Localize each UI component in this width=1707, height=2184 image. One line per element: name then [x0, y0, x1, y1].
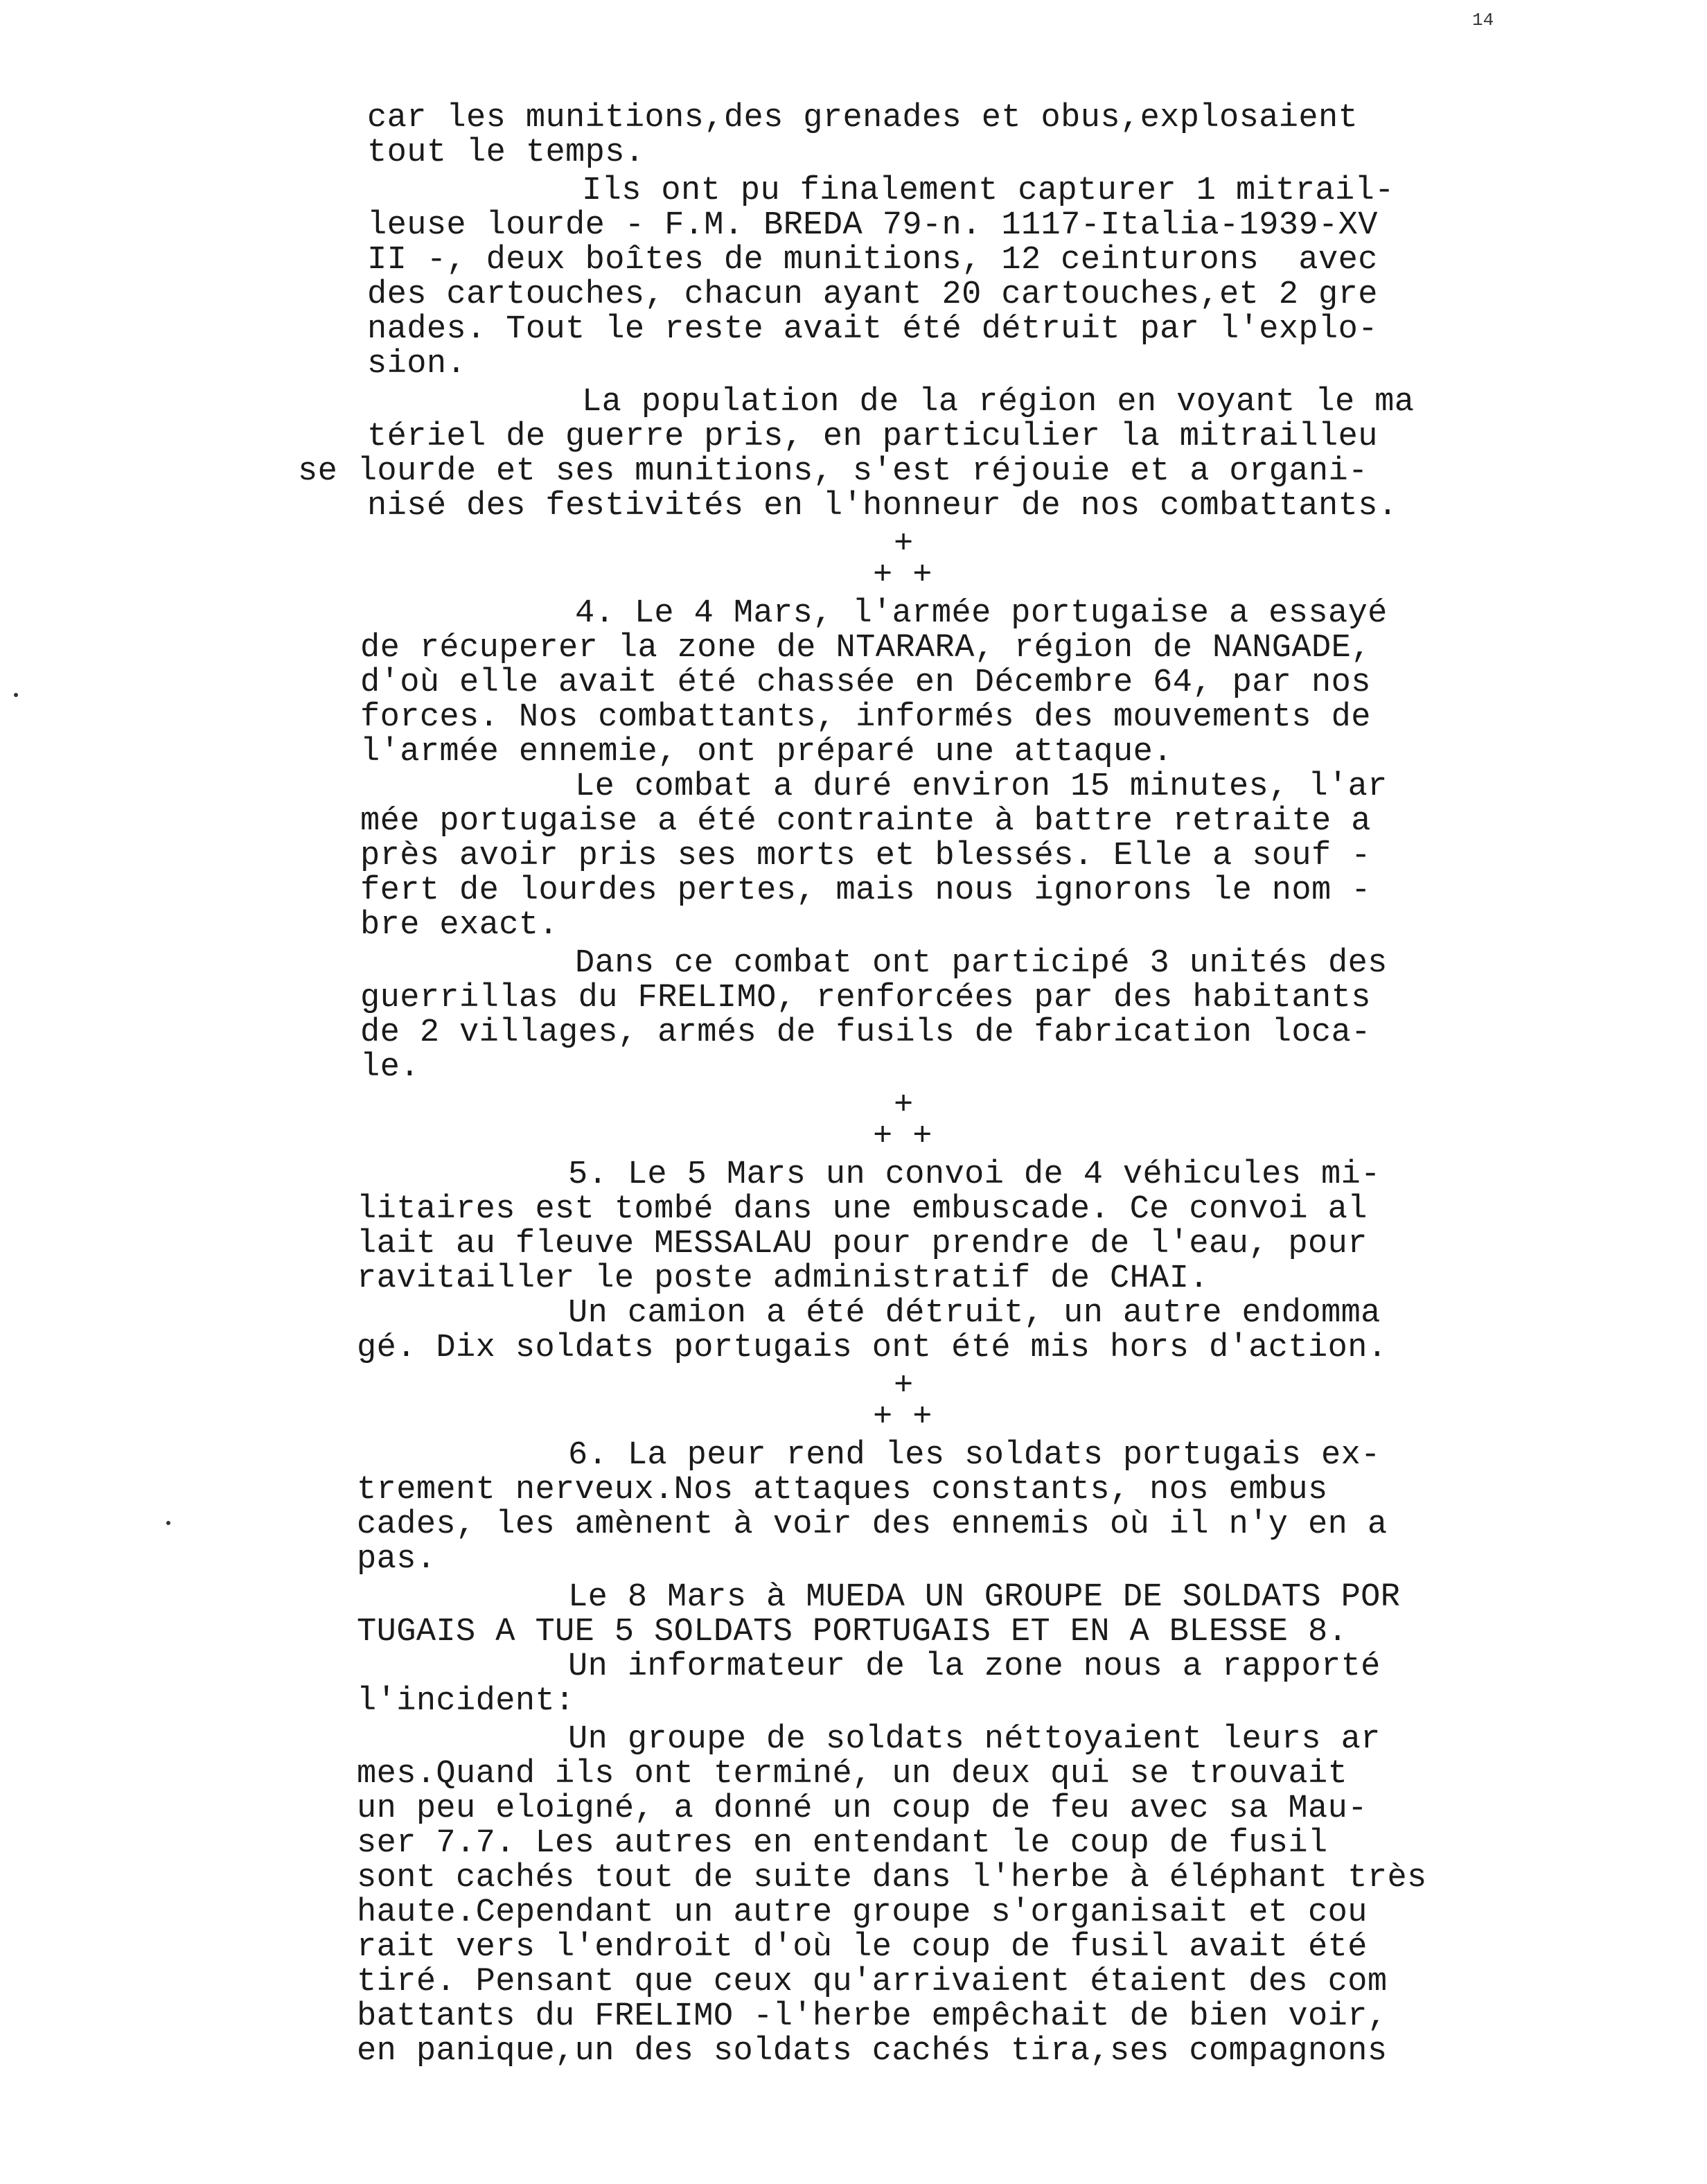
text-line: bre exact.: [360, 907, 559, 944]
text-line: Un camion a été détruit, un autre endomma: [568, 1295, 1381, 1332]
text-line: Dans ce combat ont participé 3 unités des: [575, 945, 1388, 982]
text-line: +: [894, 1087, 914, 1124]
text-line: trement nerveux.Nos attaques constants, nos embus: [357, 1472, 1328, 1508]
text-line: +: [894, 526, 914, 563]
text-line: de récuperer la zone de NTARARA, région de NANGADE,: [360, 630, 1371, 667]
text-line: Un informateur de la zone nous a rapporté: [568, 1648, 1381, 1685]
text-line: forces. Nos combattants, informés des mouvements de: [360, 699, 1371, 736]
text-line: mée portugaise a été contrainte à battre retraite a: [360, 803, 1371, 840]
text-line: l'armée ennemie, ont préparé une attaque.: [360, 734, 1173, 770]
text-line: car les munitions,des grenades et obus,explosaient: [367, 100, 1359, 136]
text-line: mes.Quand ils ont terminé, un deux qui se trouvait: [357, 1756, 1348, 1793]
text-line: +: [894, 1368, 914, 1404]
text-line: lait au fleuve MESSALAU pour prendre de l'eau, pour: [357, 1226, 1368, 1262]
text-line: 4. Le 4 Mars, l'armée portugaise a essayé: [575, 595, 1388, 632]
text-line: rait vers l'endroit d'où le coup de fusil avait été: [357, 1929, 1368, 1966]
text-line: en panique,un des soldats cachés tira,ses compagnons: [357, 2033, 1388, 2070]
text-line: l'incident:: [357, 1683, 575, 1720]
text-line: un peu eloigné, a donné un coup de feu avec sa Mau-: [357, 1790, 1368, 1827]
text-line: La population de la région en voyant le ma: [582, 384, 1415, 421]
text-line: TUGAIS A TUE 5 SOLDATS PORTUGAIS ET EN A BLESSE 8.: [357, 1614, 1348, 1650]
text-line: haute.Cependant un autre groupe s'organisait et cou: [357, 1894, 1368, 1931]
text-line: litaires est tombé dans une embuscade. Ce convoi al: [357, 1191, 1368, 1228]
text-line: 6. La peur rend les soldats portugais ex-: [568, 1437, 1381, 1474]
text-line: cades, les amènent à voir des ennemis où il n'y en a: [357, 1506, 1388, 1543]
text-line: + +: [873, 1118, 932, 1155]
text-line: nades. Tout le reste avait été détruit par l'explo-: [367, 311, 1378, 348]
text-line: nisé des festivités en l'honneur de nos combattants.: [367, 488, 1398, 525]
text-line: ravitailler le poste administratif de CHAI.: [357, 1260, 1209, 1297]
text-line: guerrillas du FRELIMO, renforcées par des habitants: [360, 980, 1371, 1016]
text-line: Le 8 Mars à MUEDA UN GROUPE DE SOLDATS POR: [568, 1579, 1401, 1616]
text-line: tout le temps.: [367, 134, 645, 171]
text-line: gé. Dix soldats portugais ont été mis hors d'action.: [357, 1330, 1388, 1366]
text-line: Un groupe de soldats néttoyaient leurs ar: [568, 1721, 1381, 1758]
text-line: le.: [360, 1049, 420, 1086]
scan-speck: [14, 693, 18, 697]
text-line: sion.: [367, 346, 467, 382]
text-line: se lourde et ses munitions, s'est réjouie et a organi-: [298, 453, 1368, 490]
text-line: ser 7.7. Les autres en entendant le coup de fusil: [357, 1825, 1328, 1862]
text-line: + +: [873, 557, 932, 594]
text-line: 5. Le 5 Mars un convoi de 4 véhicules mi-: [568, 1156, 1381, 1193]
text-line: près avoir pris ses morts et blessés. Elle a souf -: [360, 838, 1371, 874]
text-line: Ils ont pu finalement capturer 1 mitrail-: [582, 173, 1395, 209]
text-line: Le combat a duré environ 15 minutes, l'ar: [575, 768, 1388, 805]
text-line: de 2 villages, armés de fusils de fabrication loca-: [360, 1014, 1371, 1051]
text-line: sont cachés tout de suite dans l'herbe à éléphant très: [357, 1860, 1427, 1896]
text-line: tiré. Pensant que ceux qu'arrivaient étaient des com: [357, 1964, 1388, 2000]
text-line: tériel de guerre pris, en particulier la mitrailleu: [367, 419, 1378, 455]
text-line: + +: [873, 1399, 932, 1436]
text-line: II -, deux boîtes de munitions, 12 ceinturons avec: [367, 242, 1378, 279]
text-line: battants du FRELIMO -l'herbe empêchait de bien voir,: [357, 1998, 1388, 2035]
scan-speck: [166, 1521, 170, 1525]
text-line: d'où elle avait été chassée en Décembre 64, par nos: [360, 664, 1371, 701]
text-line: leuse lourde - F.M. BREDA 79-n. 1117-Italia-1939-XV: [367, 207, 1378, 244]
text-line: pas.: [357, 1541, 436, 1578]
text-line: des cartouches, chacun ayant 20 cartouches,et 2 gre: [367, 276, 1378, 313]
page-number: 14: [1472, 10, 1494, 30]
text-line: fert de lourdes pertes, mais nous ignorons le nom -: [360, 872, 1371, 909]
